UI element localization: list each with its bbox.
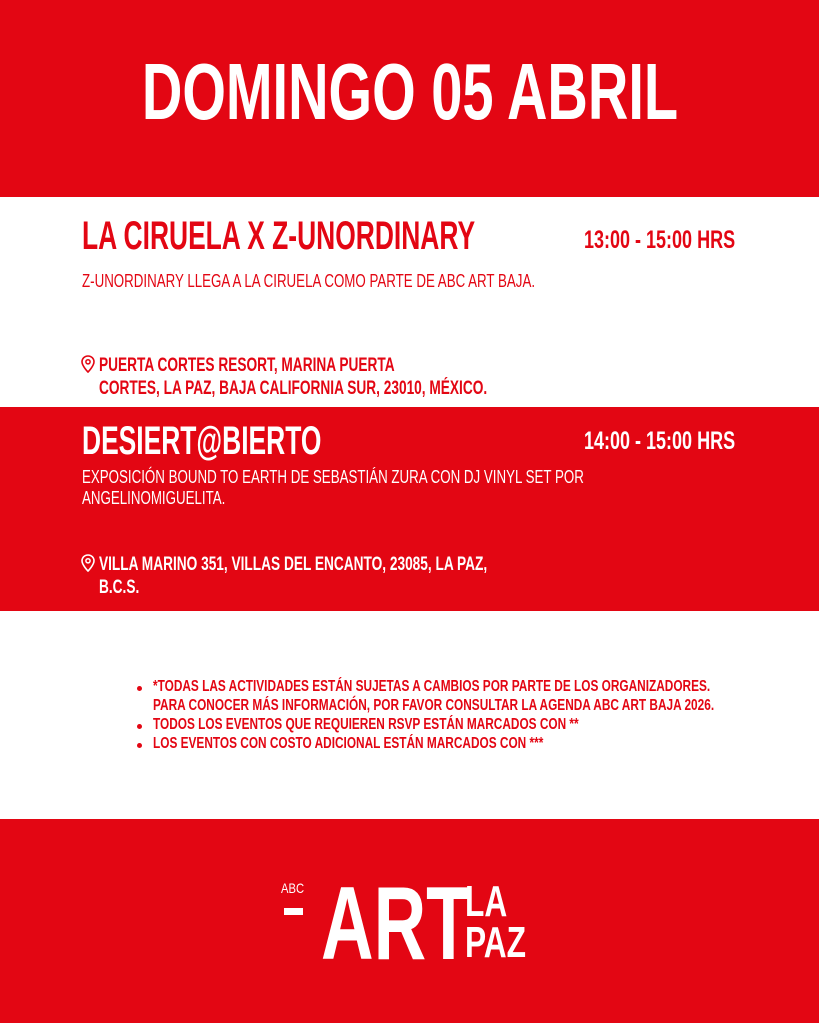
event-location	[80, 354, 550, 402]
logo-dash	[284, 908, 303, 915]
note-item: *TODAS LAS ACTIVIDADES ESTÁN SUJETAS A CAMBIOS POR PARTE DE LOS ORGANIZADORES. PARA CONOCER MÁS INFORMACIÓN, POR FAVOR CONSULTAR LA AGENDA ABC ART BAJA 2026.	[153, 678, 715, 714]
event-time: 13:00 - 15:00 HRS	[584, 226, 736, 254]
logo-paz-text: PAZ	[465, 918, 527, 967]
header-banner	[0, 0, 819, 197]
event-description: EXPOSICIÓN BOUND TO EARTH DE SEBASTIÁN ZURA CON DJ VINYL SET POR ANGELINOMIGUELITA.	[82, 467, 584, 508]
footer-banner	[0, 819, 819, 1023]
bullet-icon	[137, 686, 142, 691]
map-pin-icon	[80, 355, 96, 373]
logo-abc-text: ABC	[281, 880, 305, 896]
event-title: DESIERT@BIERTO	[82, 419, 322, 463]
logo-art-text: ART	[321, 866, 471, 982]
bullet-icon	[137, 724, 142, 729]
location-line: PUERTA CORTES RESORT, MARINA PUERTA	[99, 355, 395, 376]
event-time: 14:00 - 15:00 HRS	[584, 427, 736, 455]
location-line: B.C.S.	[99, 577, 140, 598]
location-line: CORTES, LA PAZ, BAJA CALIFORNIA SUR, 23010, MÉXICO.	[99, 378, 488, 399]
note-item: TODOS LOS EVENTOS QUE REQUIEREN RSVP ESTÁN MARCADOS CON **	[153, 716, 579, 733]
event-card-2	[0, 407, 819, 611]
logo-la-text: LA	[465, 877, 508, 926]
event-location	[80, 553, 550, 601]
event-description: Z-UNORDINARY LLEGA A LA CIRUELA COMO PARTE DE ABC ART BAJA.	[82, 271, 536, 291]
notes-section	[0, 611, 819, 819]
event-card-1	[0, 197, 819, 407]
map-pin-icon	[80, 554, 96, 572]
note-item: LOS EVENTOS CON COSTO ADICIONAL ESTÁN MARCADOS CON ***	[153, 735, 544, 752]
event-title: LA CIRUELA X Z-UNORDINARY	[82, 214, 476, 258]
location-line: VILLA MARINO 351, VILLAS DEL ENCANTO, 23085, LA PAZ,	[99, 554, 488, 575]
bullet-icon	[137, 743, 142, 748]
page-title: DOMINGO 05 ABRIL	[141, 47, 678, 136]
